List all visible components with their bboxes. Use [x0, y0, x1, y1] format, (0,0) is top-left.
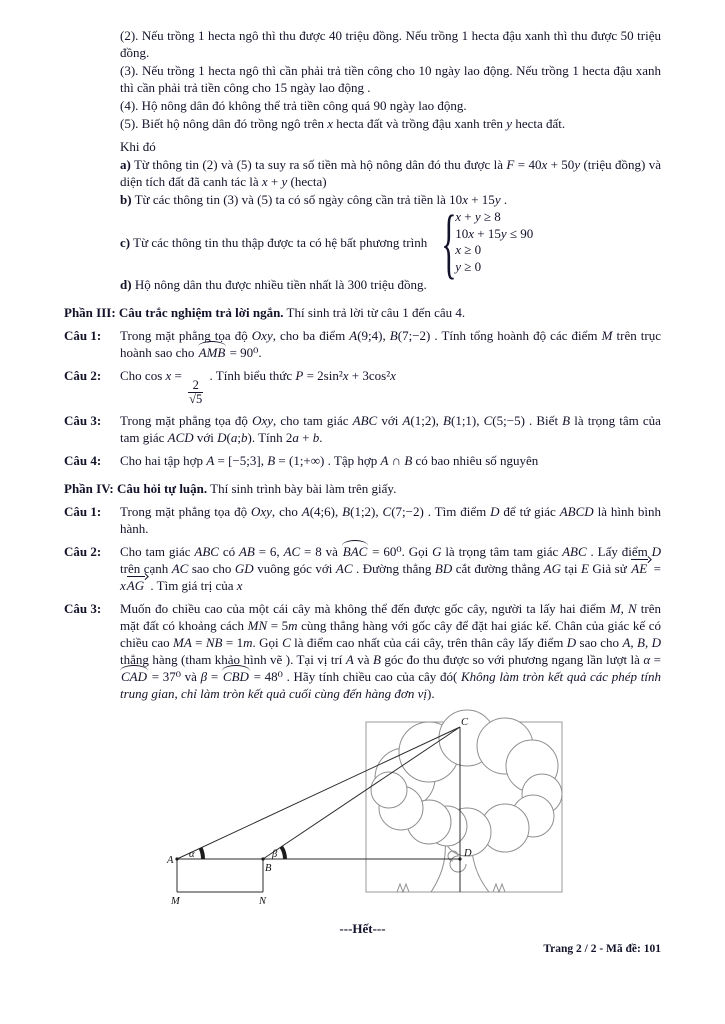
label-c: C: [461, 717, 469, 728]
label-beta: β: [272, 849, 278, 860]
statement-3: (3). Nếu trồng 1 hecta ngô thì cần phải trả tiền công cho 10 ngày lao động. Nếu trồng 1 hecta đậu xanh thì cần phải trả tiền công cho 15 ngày lao động .: [120, 63, 661, 95]
measurement-figure: [167, 716, 563, 908]
question-body: Cho hai tập hợp A = [−5;3], B = (1;+∞) . Tập hợp A ∩ B có bao nhiêu số nguyên: [120, 453, 539, 468]
label-m: M: [171, 896, 180, 907]
inequality-4: y ≥ 0: [455, 258, 482, 274]
statement-a: a) Từ thông tin (2) và (5) ta suy ra số tiền mà hộ nông dân đó thu được là F = 40x + 50y (triệu đồng) và diện tích đất đã canh tác là x + y (hecta): [120, 157, 661, 189]
part3-header: Phần III: Câu trắc nghiệm trả lời ngắn. Thí sinh trả lời từ câu 1 đến câu 4.: [64, 305, 466, 320]
khi-do-note: Khi đó: [120, 139, 156, 154]
question-body: Muốn đo chiều cao của một cái cây mà không thể đến được gốc cây, người ta lấy hai điểm M, N trên mặt đất có khoảng cách MN = 5m cùng thẳng hàng với gốc cây để đặt hai giác kế. Chân của giác kế có chiều cao MA = NB = 1m. Gọi C là điểm cao nhất của cái cây, trên thân cây lấy điểm D sao cho A, B, D thẳng hàng (tham khảo hình vẽ ). Tại vị trí A và B góc đo thu được so với phương ngang lần lượt là α = CAD = 37⁰ và β = CBD = 48⁰ . Hãy tính chiều cao của cây đó( Không làm tròn kết quả các phép tính trung gian, chỉ làm tròn kết quả cuối cùng đến hàng đơn vị).: [120, 601, 661, 701]
label-a: A: [167, 855, 174, 866]
tree-illustration: [371, 710, 562, 892]
question-label: Câu 1:: [64, 504, 102, 519]
question-label: Câu 2:: [64, 368, 102, 383]
inequality-1: x + y ≥ 8: [455, 209, 501, 224]
question-body: Cho cos x = $\frac{2}{√5}$ . Tính biểu thức P = 2sin²x + 3cos²x: [120, 368, 396, 406]
question-label: Câu 3:: [64, 601, 102, 616]
inequality-lines: [455, 209, 533, 275]
question-body: Trong mặt phẳng tọa độ Oxy, cho tam giác ABC với A(1;2), B(1;1), C(5;−5) . Biết B là trọng tâm của tam giác ACD với D(a;b). Tính 2a + b.: [120, 413, 661, 445]
part3-question-1: [64, 327, 661, 361]
question-body: Trong mặt phẳng tọa độ Oxy, cho A(4;6), B(1;2), C(7;−2) . Tìm điểm D để tứ giác ABCD là hình bình hành.: [120, 504, 661, 536]
statement-5: (5). Biết hộ nông dân đó trồng ngô trên x hecta đất và trồng đậu xanh trên y hecta đất.: [120, 116, 566, 131]
label-n: N: [259, 896, 267, 907]
angle-beta-arc: [281, 847, 285, 859]
part4-question-3: [64, 600, 661, 702]
grass-left: [397, 884, 409, 892]
statement-c: c) Từ các thông tin thu thập được ta có hệ bất phương trình: [120, 234, 428, 250]
label-d: D: [464, 848, 472, 859]
angle-alpha-arc: [201, 848, 203, 859]
page-number: Trang 2 / 2 - Mã đề: 101: [543, 943, 661, 955]
question-body: Trong mặt phẳng tọa độ Oxy, cho ba điểm A(9;4), B(7;−2) . Tính tổng hoành độ các điểm M trên trục hoành sao cho AMB = 90⁰.: [120, 328, 661, 360]
part4-question-1: [64, 503, 661, 537]
statement-b: b) Từ các thông tin (3) và (5) ta có số ngày công cần trả tiền là 10x + 15y .: [120, 192, 508, 207]
part3-question-4: [64, 452, 661, 469]
label-alpha: α: [189, 849, 195, 860]
tree-canopy: [371, 710, 562, 856]
statement-2: (2). Nếu trồng 1 hecta ngô thì thu được 40 triệu đồng. Nếu trồng 1 hecta đậu xanh thì thu được 50 triệu đồng.: [120, 28, 661, 60]
label-b: B: [265, 863, 272, 874]
part4-question-2: [64, 543, 661, 594]
question-body: Cho tam giác ABC có AB = 6, AC = 8 và BAC = 60⁰. Gọi G là trọng tâm tam giác ABC . Lấy điểm D trên cạnh AC sao cho GD vuông góc với AC . Đường thẳng BD cắt đường thẳng AG tại E Giả sử AE = xAG . Tìm giá trị của x: [120, 544, 661, 593]
statement-d: d) Hộ nông dân thu được nhiều tiền nhất là 300 triệu đồng.: [120, 277, 427, 292]
part4-header: Phần IV: Câu hỏi tự luận. Thí sinh trình bày bài làm trên giấy.: [64, 481, 397, 496]
end-marker: ---Hết---: [339, 921, 386, 936]
inequality-system: [441, 197, 534, 287]
statement-4: (4). Hộ nông dân đó không thể trả tiền công quá 90 ngày lao động.: [120, 98, 467, 113]
left-brace: {: [441, 197, 457, 287]
inequality-3: x ≥ 0: [455, 242, 482, 257]
part3-question-3: [64, 412, 661, 446]
grass-right: [493, 884, 505, 892]
question-label: Câu 1:: [64, 328, 102, 343]
part3-question-2: [64, 367, 661, 406]
question-label: Câu 2:: [64, 544, 102, 559]
figure-container: [167, 716, 661, 908]
inequality-2: 10x + 15y ≤ 90: [455, 225, 534, 241]
intro-block: [64, 27, 661, 293]
question-label: Câu 4:: [64, 453, 102, 468]
question-label: Câu 3:: [64, 413, 102, 428]
